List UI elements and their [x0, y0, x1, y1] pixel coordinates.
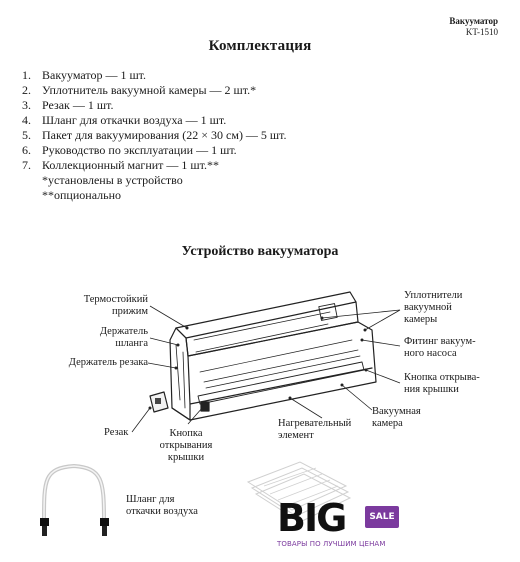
list-item: 7. Коллекционный магнит — 1 шт.**: [22, 158, 219, 172]
sale-badge: SALE: [365, 506, 399, 528]
bigsale-logo: [277, 498, 403, 554]
label-lid-button-left: Кнопка открывания крышки: [159, 428, 213, 463]
label-pump-fitting: Фитинг вакуум- ного насоса: [404, 336, 476, 359]
label-heating-element: Нагревательный элемент: [278, 418, 352, 441]
label-cutter: Резак: [104, 427, 129, 438]
footnote-installed: *установлены в устройство: [42, 173, 183, 187]
list-item: 1. Вакууматор — 1 шт.: [22, 68, 147, 82]
list-item: 6. Руководство по эксплуатации — 1 шт.: [22, 143, 237, 157]
logo-tagline: ТОВАРЫ ПО ЛУЧШИМ ЦЕНАМ: [277, 540, 386, 548]
sealer-lid: [176, 292, 356, 338]
model-number: KT-1510: [465, 27, 498, 37]
label-heat-clamp: Термостойкий прижим: [83, 294, 148, 317]
label-lid-button-right: Кнопка открыва- ния крышки: [404, 372, 480, 395]
label-chamber-seals: Уплотнители вакуумной камеры: [404, 290, 463, 325]
list-item: 5. Пакет для вакуумирования (22 × 30 см) — 5 шт.: [22, 128, 287, 142]
footnote-optional: **опционально: [42, 188, 122, 202]
list-item: 4. Шланг для откачки воздуха — 1 шт.: [22, 113, 227, 127]
label-cutter-holder: Держатель резака: [68, 357, 148, 368]
label-hose-holder: Держатель шланга: [99, 326, 148, 349]
list-item: 2. Уплотнитель вакуумной камеры — 2 шт.*: [22, 83, 257, 97]
label-hose: Шланг для откачки воздуха: [126, 494, 198, 517]
label-vacuum-chamber: Вакуумная камера: [372, 406, 421, 429]
list-item: 3. Резак — 1 шт.: [22, 98, 114, 112]
product-name: Вакууматор: [449, 16, 498, 26]
device-title: Устройство вакууматора: [181, 244, 339, 259]
kit-title: Комплектация: [208, 38, 312, 54]
logo-word: BIG: [277, 496, 346, 540]
hose-icon: [40, 466, 109, 536]
